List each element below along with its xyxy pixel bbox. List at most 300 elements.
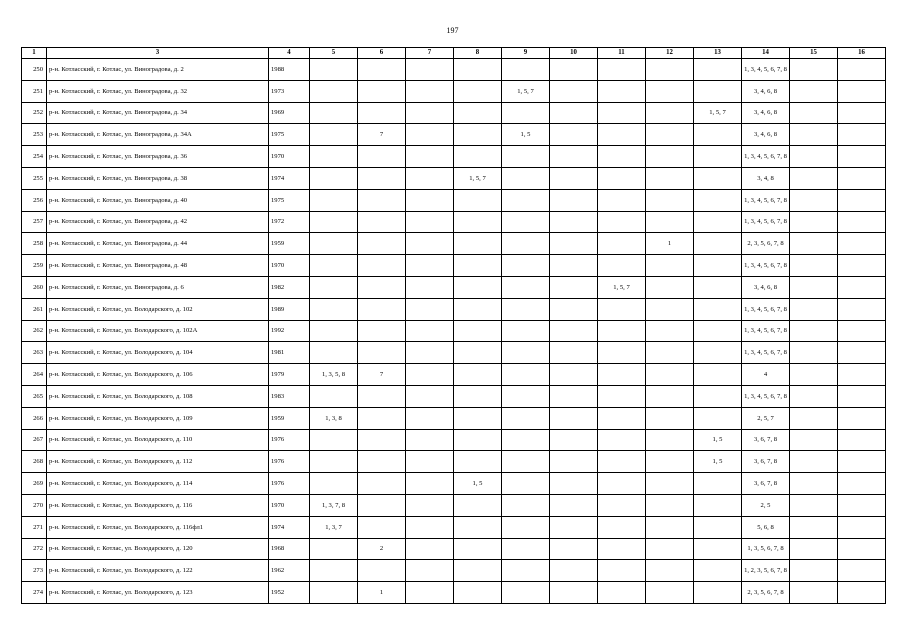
column-8-cell [454,146,502,168]
column-13-cell [694,364,742,386]
column-7-cell [406,255,454,277]
column-9-cell [502,298,550,320]
year-cell: 1979 [269,364,310,386]
column-12-cell [646,80,694,102]
column-8-cell [454,560,502,582]
column-14-cell: 4 [742,364,790,386]
column-12-cell [646,255,694,277]
column-14-cell: 2, 5, 7 [742,407,790,429]
address-cell: р-н. Котласский, г. Котлас, ул. Володарского, д. 114 [47,473,269,495]
column-header-15: 15 [790,48,838,59]
table-row [22,59,886,81]
column-13-cell [694,494,742,516]
column-7-cell [406,124,454,146]
column-8-cell [454,516,502,538]
column-8-cell [454,124,502,146]
column-6-cell [358,80,406,102]
year-cell: 1988 [269,59,310,81]
table-row [22,516,886,538]
column-11-cell [598,473,646,495]
column-16-cell [838,429,886,451]
table-row [22,342,886,364]
column-12-cell [646,59,694,81]
column-5-cell: 1, 3, 7, 8 [310,494,358,516]
column-9-cell [502,473,550,495]
column-12-cell [646,364,694,386]
table-row [22,146,886,168]
column-11-cell [598,146,646,168]
column-15-cell [790,124,838,146]
table-row [22,385,886,407]
address-cell: р-н. Котласский, г. Котлас, ул. Виноградова, д. 2 [47,59,269,81]
column-10-cell [550,429,598,451]
column-15-cell [790,451,838,473]
year-cell: 1976 [269,473,310,495]
column-7-cell [406,167,454,189]
column-10-cell [550,494,598,516]
column-11-cell [598,167,646,189]
column-5-cell [310,189,358,211]
column-8-cell [454,211,502,233]
column-6-cell: 2 [358,538,406,560]
table-row [22,473,886,495]
column-13-cell [694,342,742,364]
column-5-cell: 1, 3, 8 [310,407,358,429]
column-12-cell [646,102,694,124]
year-cell: 1973 [269,80,310,102]
year-cell: 1982 [269,276,310,298]
column-5-cell [310,385,358,407]
year-cell: 1974 [269,516,310,538]
column-5-cell [310,560,358,582]
table-row [22,560,886,582]
row-number: 271 [22,516,47,538]
column-9-cell [502,451,550,473]
column-6-cell [358,429,406,451]
column-8-cell [454,298,502,320]
column-8-cell [454,255,502,277]
column-12-cell [646,429,694,451]
column-13-cell [694,560,742,582]
column-13-cell [694,233,742,255]
row-number: 273 [22,560,47,582]
year-cell: 1959 [269,407,310,429]
table-row [22,276,886,298]
column-15-cell [790,320,838,342]
table-row [22,451,886,473]
column-14-cell: 3, 4, 6, 8 [742,124,790,146]
column-6-cell [358,167,406,189]
year-cell: 1983 [269,385,310,407]
column-7-cell [406,582,454,604]
header-row [22,48,886,59]
address-cell: р-н. Котласский, г. Котлас, ул. Володарского, д. 110 [47,429,269,451]
column-16-cell [838,233,886,255]
column-6-cell: 7 [358,124,406,146]
column-5-cell [310,342,358,364]
column-15-cell [790,473,838,495]
table-row [22,364,886,386]
address-cell: р-н. Котласский, г. Котлас, ул. Виноградова, д. 6 [47,276,269,298]
column-10-cell [550,407,598,429]
column-9-cell: 1, 5, 7 [502,80,550,102]
column-11-cell [598,429,646,451]
table-row [22,167,886,189]
column-15-cell [790,233,838,255]
column-14-cell: 1, 3, 4, 5, 6, 7, 8 [742,385,790,407]
column-header-10: 10 [550,48,598,59]
column-13-cell [694,538,742,560]
column-7-cell [406,320,454,342]
column-6-cell [358,233,406,255]
column-9-cell [502,102,550,124]
column-9-cell [502,146,550,168]
year-cell: 1969 [269,102,310,124]
column-11-cell [598,255,646,277]
column-7-cell [406,211,454,233]
column-header-8: 8 [454,48,502,59]
column-10-cell [550,582,598,604]
column-9-cell [502,276,550,298]
column-7-cell [406,298,454,320]
column-7-cell [406,560,454,582]
column-9-cell [502,320,550,342]
column-11-cell [598,451,646,473]
column-11-cell [598,407,646,429]
year-cell: 1970 [269,146,310,168]
year-cell: 1976 [269,451,310,473]
column-10-cell [550,124,598,146]
column-11-cell [598,364,646,386]
column-13-cell [694,255,742,277]
column-16-cell [838,59,886,81]
column-14-cell: 1, 2, 3, 5, 6, 7, 8 [742,560,790,582]
column-13-cell [694,582,742,604]
column-11-cell [598,102,646,124]
column-6-cell [358,189,406,211]
address-cell: р-н. Котласский, г. Котлас, ул. Виноградова, д. 42 [47,211,269,233]
row-number: 251 [22,80,47,102]
column-12-cell [646,385,694,407]
column-16-cell [838,255,886,277]
column-11-cell [598,233,646,255]
column-9-cell [502,494,550,516]
column-14-cell: 1, 3, 4, 5, 6, 7, 8 [742,189,790,211]
column-14-cell: 1, 3, 4, 5, 6, 7, 8 [742,59,790,81]
column-5-cell [310,167,358,189]
column-16-cell [838,320,886,342]
column-header-5: 5 [310,48,358,59]
column-16-cell [838,407,886,429]
year-cell: 1975 [269,124,310,146]
column-6-cell [358,385,406,407]
column-7-cell [406,473,454,495]
column-10-cell [550,560,598,582]
column-header-14: 14 [742,48,790,59]
column-10-cell [550,211,598,233]
row-number: 259 [22,255,47,277]
row-number: 262 [22,320,47,342]
column-14-cell: 1, 3, 4, 5, 6, 7, 8 [742,146,790,168]
column-5-cell [310,538,358,560]
column-10-cell [550,276,598,298]
column-10-cell [550,320,598,342]
column-9-cell [502,59,550,81]
column-13-cell [694,189,742,211]
row-number: 257 [22,211,47,233]
column-13-cell [694,473,742,495]
year-cell: 1968 [269,538,310,560]
column-12-cell [646,538,694,560]
column-8-cell [454,59,502,81]
column-15-cell [790,59,838,81]
column-7-cell [406,102,454,124]
address-cell: р-н. Котласский, г. Котлас, ул. Володарского, д. 104 [47,342,269,364]
column-12-cell [646,189,694,211]
column-7-cell [406,516,454,538]
row-number: 255 [22,167,47,189]
column-14-cell: 1, 3, 4, 5, 6, 7, 8 [742,342,790,364]
address-cell: р-н. Котласский, г. Котлас, ул. Виноградова, д. 32 [47,80,269,102]
column-8-cell [454,429,502,451]
column-16-cell [838,80,886,102]
column-16-cell [838,276,886,298]
column-header-9: 9 [502,48,550,59]
column-11-cell [598,298,646,320]
column-15-cell [790,538,838,560]
column-16-cell [838,298,886,320]
column-12-cell [646,146,694,168]
year-cell: 1981 [269,342,310,364]
row-number: 253 [22,124,47,146]
column-14-cell: 2, 5 [742,494,790,516]
column-16-cell [838,211,886,233]
column-9-cell [502,407,550,429]
column-13-cell [694,298,742,320]
year-cell: 1970 [269,255,310,277]
table-body [22,59,886,604]
column-11-cell [598,560,646,582]
column-10-cell [550,473,598,495]
column-7-cell [406,146,454,168]
table-row [22,298,886,320]
row-number: 252 [22,102,47,124]
address-cell: р-н. Котласский, г. Котлас, ул. Володарского, д. 122 [47,560,269,582]
column-6-cell: 1 [358,582,406,604]
column-16-cell [838,124,886,146]
table-row [22,255,886,277]
column-8-cell [454,494,502,516]
column-6-cell [358,473,406,495]
year-cell: 1976 [269,429,310,451]
column-12-cell [646,494,694,516]
column-15-cell [790,102,838,124]
column-11-cell [598,516,646,538]
column-16-cell [838,451,886,473]
column-12-cell [646,124,694,146]
column-12-cell [646,473,694,495]
column-5-cell [310,298,358,320]
column-10-cell [550,342,598,364]
column-14-cell: 3, 4, 6, 8 [742,276,790,298]
column-14-cell: 3, 4, 6, 8 [742,80,790,102]
table-row [22,124,886,146]
column-16-cell [838,494,886,516]
column-11-cell [598,211,646,233]
year-cell: 1992 [269,320,310,342]
column-5-cell [310,102,358,124]
column-header-1: 1 [22,48,47,59]
year-cell: 1974 [269,167,310,189]
column-8-cell [454,80,502,102]
column-10-cell [550,516,598,538]
address-cell: р-н. Котласский, г. Котлас, ул. Володарского, д. 112 [47,451,269,473]
column-14-cell: 3, 4, 6, 8 [742,102,790,124]
column-8-cell [454,320,502,342]
table-row [22,211,886,233]
year-cell: 1972 [269,211,310,233]
column-5-cell [310,429,358,451]
column-7-cell [406,189,454,211]
column-5-cell [310,80,358,102]
address-cell: р-н. Котласский, г. Котлас, ул. Виноградова, д. 44 [47,233,269,255]
row-number: 266 [22,407,47,429]
row-number: 254 [22,146,47,168]
column-10-cell [550,233,598,255]
registry-table [21,47,886,604]
column-7-cell [406,364,454,386]
address-cell: р-н. Котласский, г. Котлас, ул. Володарского, д. 102 [47,298,269,320]
column-13-cell [694,385,742,407]
column-9-cell [502,516,550,538]
column-6-cell [358,494,406,516]
column-10-cell [550,255,598,277]
column-10-cell [550,167,598,189]
year-cell: 1989 [269,298,310,320]
column-8-cell [454,451,502,473]
column-7-cell [406,407,454,429]
column-8-cell [454,385,502,407]
column-9-cell [502,560,550,582]
column-12-cell [646,407,694,429]
column-8-cell [454,276,502,298]
column-16-cell [838,167,886,189]
column-15-cell [790,80,838,102]
column-6-cell [358,255,406,277]
column-14-cell: 3, 6, 7, 8 [742,473,790,495]
column-5-cell [310,124,358,146]
column-13-cell [694,146,742,168]
column-8-cell [454,582,502,604]
column-14-cell: 3, 6, 7, 8 [742,429,790,451]
column-14-cell: 5, 6, 8 [742,516,790,538]
column-15-cell [790,385,838,407]
column-14-cell: 2, 3, 5, 6, 7, 8 [742,582,790,604]
column-6-cell [358,298,406,320]
column-13-cell [694,407,742,429]
column-7-cell [406,538,454,560]
column-10-cell [550,298,598,320]
column-6-cell [358,320,406,342]
column-7-cell [406,451,454,473]
column-8-cell: 1, 5, 7 [454,167,502,189]
column-14-cell: 3, 6, 7, 8 [742,451,790,473]
column-8-cell [454,102,502,124]
column-15-cell [790,582,838,604]
column-15-cell [790,516,838,538]
column-11-cell: 1, 5, 7 [598,276,646,298]
column-13-cell [694,167,742,189]
address-cell: р-н. Котласский, г. Котлас, ул. Виноградова, д. 48 [47,255,269,277]
column-header-12: 12 [646,48,694,59]
column-15-cell [790,429,838,451]
column-6-cell [358,516,406,538]
column-7-cell [406,59,454,81]
column-10-cell [550,102,598,124]
column-16-cell [838,560,886,582]
row-number: 268 [22,451,47,473]
row-number: 261 [22,298,47,320]
column-13-cell [694,276,742,298]
row-number: 265 [22,385,47,407]
column-15-cell [790,298,838,320]
row-number: 272 [22,538,47,560]
column-header-11: 11 [598,48,646,59]
table-row [22,233,886,255]
row-number: 264 [22,364,47,386]
column-9-cell [502,255,550,277]
table-row [22,429,886,451]
column-6-cell [358,560,406,582]
column-13-cell [694,124,742,146]
column-16-cell [838,146,886,168]
column-10-cell [550,538,598,560]
column-11-cell [598,385,646,407]
column-9-cell [502,233,550,255]
column-16-cell [838,189,886,211]
address-cell: р-н. Котласский, г. Котлас, ул. Виноградова, д. 34 [47,102,269,124]
column-5-cell: 1, 3, 5, 8 [310,364,358,386]
column-16-cell [838,102,886,124]
column-6-cell [358,407,406,429]
column-10-cell [550,59,598,81]
column-12-cell [646,211,694,233]
table-row [22,80,886,102]
column-14-cell: 1, 3, 4, 5, 6, 7, 8 [742,298,790,320]
column-6-cell [358,451,406,473]
column-11-cell [598,189,646,211]
row-number: 256 [22,189,47,211]
column-5-cell [310,146,358,168]
column-header-16: 16 [838,48,886,59]
column-10-cell [550,451,598,473]
column-6-cell [358,342,406,364]
row-number: 274 [22,582,47,604]
address-cell: р-н. Котласский, г. Котлас, ул. Володарского, д. 116 [47,494,269,516]
column-14-cell: 2, 3, 5, 6, 7, 8 [742,233,790,255]
column-13-cell: 1, 5 [694,451,742,473]
column-14-cell: 1, 3, 4, 5, 6, 7, 8 [742,211,790,233]
column-15-cell [790,189,838,211]
column-14-cell: 1, 3, 4, 5, 6, 7, 8 [742,320,790,342]
column-8-cell [454,342,502,364]
row-number: 258 [22,233,47,255]
column-7-cell [406,429,454,451]
column-16-cell [838,516,886,538]
column-8-cell: 1, 5 [454,473,502,495]
column-10-cell [550,385,598,407]
address-cell: р-н. Котласский, г. Котлас, ул. Володарского, д. 120 [47,538,269,560]
